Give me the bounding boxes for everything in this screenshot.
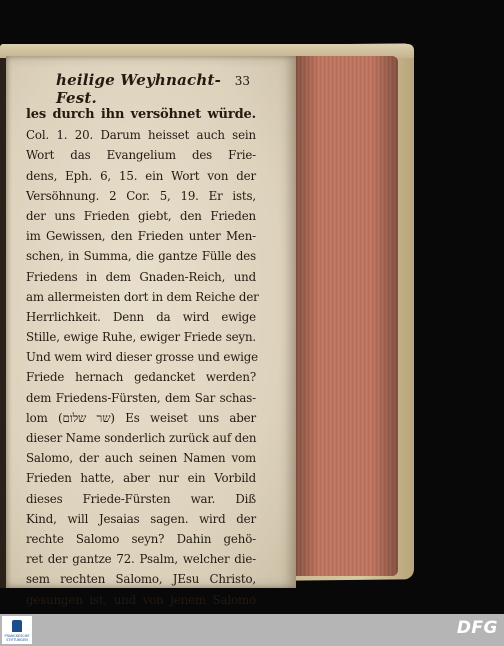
text-line: les durch ihn versöhnet würde. (26, 107, 256, 122)
text-line: sem rechten Salomo, JEsu Christo, (26, 572, 256, 587)
text-line: dieses Friede-Fürsten war. Diß (26, 491, 256, 506)
body-text (26, 105, 259, 610)
dfg-logo[interactable]: DFG (456, 618, 498, 638)
text-line: dieser Name sonderlich zurück auf den (26, 431, 257, 445)
text-line: schen, in Summa, die gantze Fülle des (26, 249, 256, 264)
text-line: Friede hernach gedancket werden? (26, 370, 256, 385)
text-line: Kind, will Jesaias sagen. wird der (26, 511, 256, 526)
library-emblem-icon (12, 620, 22, 632)
book-page (6, 56, 296, 607)
text-line: im Gewissen, den Frieden unter Men- (26, 229, 256, 244)
page-number: 33 (234, 74, 250, 88)
text-line: Herrlichkeit. Denn da wird ewige (26, 309, 256, 324)
text-line: Friedens in dem Gnaden-Reich, und (26, 269, 256, 284)
library-logo[interactable] (2, 616, 32, 644)
text-line: gesungen ist, und von jenem Salomo (26, 592, 256, 607)
text-line: dens, Eph. 6, 15. ein Wort von der (26, 168, 256, 183)
text-line: rechte Salomo seyn? Dahin gehö- (26, 531, 256, 546)
library-logo-text: FRANCKESCHE STIFTUNGEN (4, 634, 30, 642)
text-block (26, 71, 259, 634)
text-line: Salomo, der auch seinen Namen vom (26, 451, 256, 466)
text-line: lom (שר שלום) Es weiset uns aber (26, 410, 256, 425)
text-line: ret der gantze 72. Psalm, welcher die- (26, 552, 256, 567)
viewer-footer-bar (0, 614, 504, 646)
page-header (26, 71, 256, 105)
running-title: heilige Weyhnacht-Fest. (56, 71, 222, 107)
text-line: Frieden hatte, aber nur ein Vorbild (26, 471, 256, 486)
text-line: Versöhnung. 2 Cor. 5, 19. Er ists, (26, 188, 256, 203)
text-line: Wort das Evangelium des Frie- (26, 148, 256, 163)
text-line: Und wem wird dieser grosse und ewige (26, 350, 259, 365)
text-line: Col. 1. 20. Darum heisset auch sein (26, 128, 256, 143)
text-line: Stille, ewige Ruhe, ewiger Friede seyn. (26, 330, 256, 345)
text-line: am allermeisten dort in dem Reiche der (26, 289, 259, 304)
text-line: dem Friedens-Fürsten, dem Sar schas- (26, 390, 256, 405)
page-edges-shading (292, 56, 398, 576)
text-line: der uns Frieden giebt, den Frieden (26, 208, 256, 223)
